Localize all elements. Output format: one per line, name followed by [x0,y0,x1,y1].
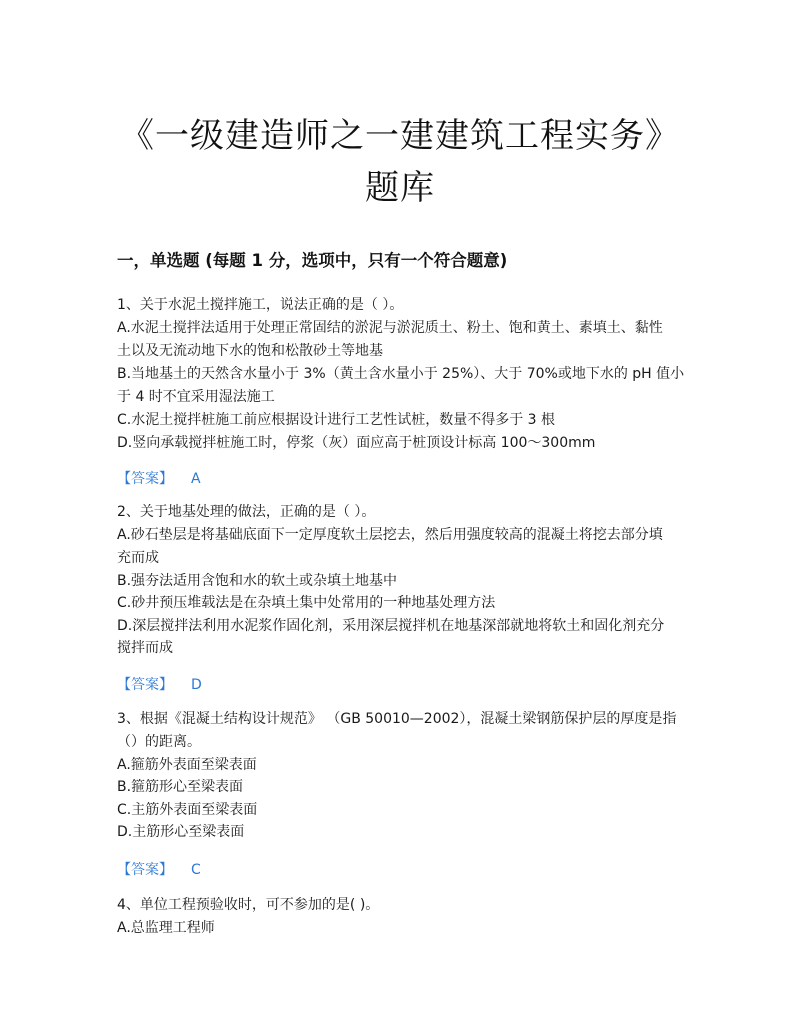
option-d-cont: 搅拌而成 [117,640,173,656]
option-b: B.当地基土的天然含水量小于 3%（黄土含水量小于 25%）、大于 70%或地下水的 pH 值小 [117,366,685,382]
answer-line [117,674,202,694]
option-a: A.水泥土搅拌法适用于处理正常固结的淤泥与淤泥质土、粉土、饱和黄土、素填土、黏性 [117,320,663,336]
answer-line [117,468,201,488]
option-b: B.强夯法适用含饱和水的软土或杂填土地基中 [117,573,398,589]
option-c: C.水泥土搅拌桩施工前应根据设计进行工艺性试桩，数量不得多于 3 根 [117,412,556,428]
document-title: 《一级建造师之一建建筑工程实务》 [120,116,680,156]
option-d: D.竖向承载搅拌桩施工时，停浆（灰）面应高于桩顶设计标高 100～300mm [117,435,596,451]
answer-value: C [191,862,201,878]
option-c: C.主筋外表面至梁表面 [117,802,258,818]
answer-value: A [191,471,201,487]
option-b: B.箍筋形心至梁表面 [117,779,244,795]
option-d: D.深层搅拌法利用水泥浆作固化剂，采用深层搅拌机在地基深部就地将软土和固化剂充分 [117,618,665,634]
option-d: D.主筋形心至梁表面 [117,824,245,840]
option-a: A.箍筋外表面至梁表面 [117,757,257,773]
section-heading: 一，单选题 (每题 1 分，选项中，只有一个符合题意) [117,251,508,270]
question-stem: 4、单位工程预验收时，可不参加的是( )。 [117,897,380,913]
option-a: A.砂石垫层是将基础底面下一定厚度软土层挖去，然后用强度较高的混凝土将挖去部分填 [117,527,663,543]
answer-label: 【答案】 [117,862,173,878]
option-a-cont: 土以及无流动地下水的饱和松散砂土等地基 [117,343,383,359]
document-subtitle: 题库 [365,168,435,208]
question-stem-cont: （）的距离。 [117,734,201,750]
question-stem: 1、关于水泥土搅拌施工，说法正确的是（ ）。 [117,297,404,313]
option-c: C.砂井预压堆载法是在杂填土集中处常用的一种地基处理方法 [117,595,496,611]
option-b-cont: 于 4 时不宜采用湿法施工 [117,389,275,405]
answer-label: 【答案】 [117,471,173,487]
answer-line [117,859,201,879]
option-a-cont: 充而成 [117,550,159,566]
question-stem: 2、关于地基处理的做法，正确的是（ ）。 [117,504,376,520]
question-stem: 3、根据《混凝土结构设计规范》 （GB 50010—2002），混凝土梁钢筋保护层的厚度是指 [117,711,677,727]
answer-value: D [191,677,202,693]
option-a: A.总监理工程师 [117,920,215,936]
answer-label: 【答案】 [117,677,173,693]
